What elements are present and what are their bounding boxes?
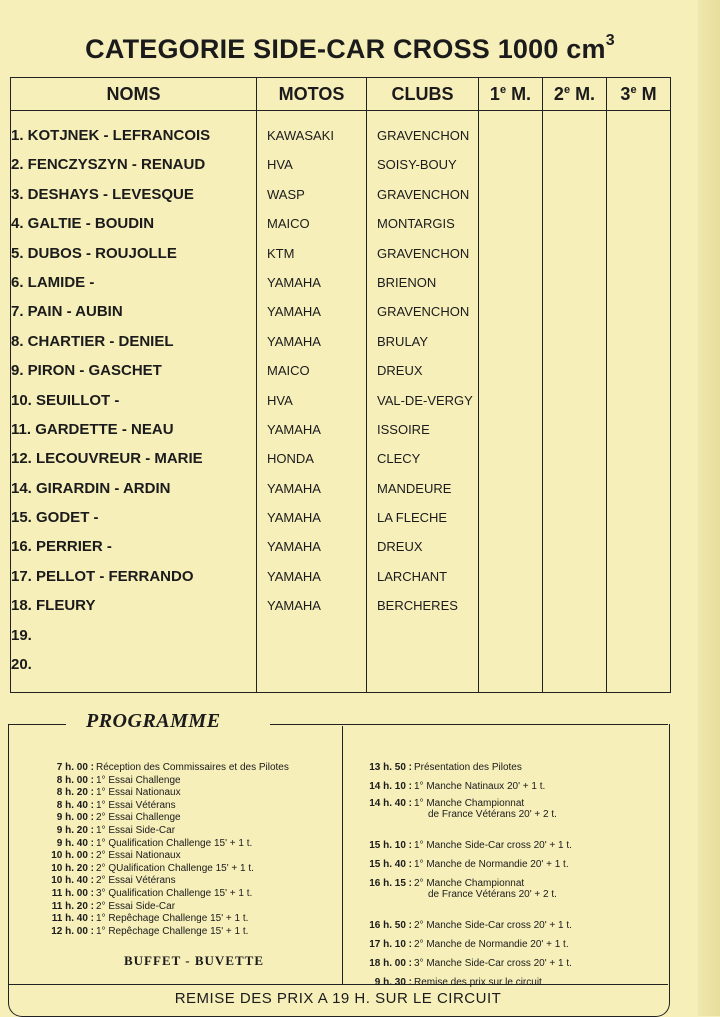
programme-item — [30, 926, 289, 939]
programme-event: Remise des prix sur le circuit — [414, 977, 542, 988]
entry-moto: HVA — [267, 157, 293, 173]
programme-event: 2° Essai Side-Car — [96, 900, 176, 912]
entry-name: 10. SEUILLOT - — [11, 391, 120, 409]
entry-name: 11. GARDETTE - NEAU — [11, 420, 174, 438]
entry-name: 9. PIRON - GASCHET — [11, 362, 162, 380]
entry-name: 18. FLEURY — [11, 597, 96, 615]
programme-event: 1° Essai Nationaux — [96, 787, 181, 799]
programme-event: 1° Essai Side-Car — [96, 824, 176, 836]
entry-name: 16. PERRIER - — [11, 538, 112, 556]
programme-time: 8 h. 20 : — [56, 787, 94, 799]
programme-item — [30, 850, 289, 863]
programme-item — [360, 840, 572, 851]
programme-event: 1° Manche de Normandie 20' + 1 t. — [414, 859, 569, 870]
programme-event: 1° Manche Championnat — [414, 798, 525, 809]
entry-moto: KAWASAKI — [267, 128, 334, 143]
programme-item — [360, 878, 572, 900]
programme-item — [360, 798, 572, 820]
entry-moto: YAMAHA — [267, 568, 321, 584]
programme-event: 2° Manche de Normandie 20' + 1 t. — [414, 939, 569, 950]
entry-moto: YAMAHA — [267, 480, 321, 496]
programme-item — [360, 859, 572, 870]
programme-event: 2° Essai Challenge — [96, 812, 181, 824]
programme-time: 9 h. 00 : — [56, 812, 94, 824]
entry-club: SOISY-BOUY — [377, 157, 457, 173]
programme-time: 16 h. 50 : — [369, 920, 412, 931]
entry-moto: YAMAHA — [267, 539, 321, 555]
entry-name: 7. PAIN - AUBIN — [11, 303, 123, 321]
programme-time: 18 h. 00 : — [369, 958, 412, 969]
programme-event: Réception des Commissaires et des Pilotes — [96, 762, 289, 773]
programme-time: 10 h. 00 : — [51, 850, 94, 862]
entry-moto: KTM — [267, 245, 295, 261]
programme-item — [360, 958, 572, 969]
entry-club: GRAVENCHON — [377, 186, 470, 202]
programme-item — [30, 825, 289, 838]
entry-moto: WASP — [267, 186, 305, 202]
programme-time: 8 h. 40 : — [56, 799, 94, 811]
programme-divider — [342, 726, 343, 984]
programme-item — [360, 781, 572, 792]
entry-club: ISSOIRE — [377, 421, 430, 437]
programme-item — [30, 863, 289, 876]
programme-time: 7 h. 00 : — [56, 762, 94, 773]
entry-club: GRAVENCHON — [377, 128, 470, 143]
page-title: CATEGORIE SIDE-CAR CROSS 1000 $cm^3$ — [85, 32, 615, 64]
entry-club — [367, 650, 478, 679]
entry-club: CLECY — [377, 451, 421, 467]
entry-name: 14. GIRARDIN - ARDIN — [11, 479, 171, 497]
entry-club: LARCHANT — [377, 568, 448, 584]
programme-time: 10 h. 40 : — [51, 875, 94, 887]
programme-time: 11 h. 00 : — [51, 887, 94, 899]
entry-club: BERCHERES — [377, 598, 458, 614]
entry-club: DREUX — [377, 363, 423, 379]
programme-item — [30, 901, 289, 914]
motos-column — [257, 111, 367, 693]
programme-item — [30, 800, 289, 813]
entry-name: 12. LECOUVREUR - MARIE — [11, 450, 203, 468]
programme-item — [360, 977, 572, 988]
manche-3-column — [607, 111, 671, 693]
programme-item — [30, 762, 289, 775]
entry-club — [367, 621, 478, 650]
programme-time: 8 h. 00 : — [56, 774, 94, 786]
programme-item — [360, 762, 572, 773]
programme-time: 11 h. 20 : — [51, 900, 94, 912]
entries-table — [10, 77, 671, 693]
entry-moto: YAMAHA — [267, 304, 321, 320]
footer-remise-des-prix: REMISE DES PRIX A 19 H. SUR LE CIRCUIT — [174, 990, 502, 1007]
programme-event-continued: de France Vétérans 20' + 2 t. — [428, 809, 557, 820]
programme-time: 15 h. 10 : — [369, 840, 412, 851]
manche-1-column — [479, 111, 543, 693]
entry-name: 1. KOTJNEK - LEFRANCOIS — [11, 127, 211, 144]
table-body-row — [11, 111, 671, 693]
programme-time: 9 h. 30 : — [374, 977, 412, 988]
programme-item — [30, 812, 289, 825]
entry-name: 19. — [11, 626, 32, 644]
programme-item — [360, 920, 572, 931]
programme-title: PROGRAMME — [86, 710, 221, 732]
programme-event-continued: de France Vétérans 20' + 2 t. — [428, 889, 557, 900]
header-manche-2: 2e M. — [543, 78, 607, 111]
entry-moto: YAMAHA — [267, 598, 321, 614]
programme-event: 1° Qualification Challenge 15' + 1 t. — [96, 837, 253, 849]
entry-club: LA FLECHE — [377, 510, 448, 526]
programme-event: 3° Manche Side-Car cross 20' + 1 t. — [414, 958, 572, 969]
programme-time: 12 h. 00 : — [51, 925, 94, 937]
entry-club: GRAVENCHON — [377, 304, 470, 320]
programme-item — [360, 939, 572, 950]
entry-name: 20. — [11, 656, 32, 674]
entry-moto: YAMAHA — [267, 421, 321, 437]
entry-name: 3. DESHAYS - LEVESQUE — [11, 185, 194, 203]
entry-name: 6. LAMIDE - — [11, 273, 95, 291]
entry-moto: YAMAHA — [267, 333, 321, 349]
programme-morning-list — [30, 762, 289, 938]
entry-club: BRULAY — [377, 333, 429, 349]
names-column — [11, 111, 257, 693]
programme-time: 16 h. 15 : — [369, 878, 412, 889]
programme-time: 14 h. 10 : — [369, 781, 412, 792]
programme-time: 17 h. 10 : — [369, 939, 412, 950]
entry-name: 4. GALTIE - BOUDIN — [11, 215, 155, 233]
entry-name: 8. CHARTIER - DENIEL — [11, 332, 174, 350]
programme-event: 1° Manche Natinaux 20' + 1 t. — [414, 781, 546, 792]
entry-moto: YAMAHA — [267, 274, 321, 290]
entry-name: 5. DUBOS - ROUJOLLE — [11, 244, 177, 262]
programme-event: 2° Essai Nationaux — [96, 850, 181, 862]
entry-moto: HONDA — [267, 451, 314, 467]
programme-time: 10 h. 20 : — [51, 862, 94, 874]
programme-event: 1° Repêchage Challenge 15' + 1 t. — [96, 925, 249, 937]
header-motos: MOTOS — [257, 78, 367, 111]
programme-item — [30, 775, 289, 788]
entry-moto: MAICO — [267, 216, 310, 232]
programme-event: 2° QUalification Challenge 15' + 1 t. — [96, 862, 254, 874]
programme-time: 9 h. 40 : — [56, 837, 94, 849]
programme-event: 2° Essai Vétérans — [96, 875, 176, 887]
programme-event: 3° Qualification Challenge 15' + 1 t. — [96, 887, 253, 899]
entry-moto — [257, 650, 366, 679]
programme-time: 15 h. 40 : — [369, 859, 412, 870]
programme-event: Présentation des Pilotes — [414, 762, 522, 773]
table-header-row — [11, 78, 671, 111]
entry-club: GRAVENCHON — [377, 245, 470, 261]
programme-item — [30, 838, 289, 851]
entry-name: 17. PELLOT - FERRANDO — [11, 567, 194, 585]
programme-event: 2° Manche Side-Car cross 20' + 1 t. — [414, 920, 572, 931]
programme-time: 9 h. 20 : — [56, 824, 94, 836]
programme-time: 11 h. 40 : — [51, 913, 94, 925]
entry-club: VAL-DE-VERGY — [377, 392, 473, 408]
buffet-buvette: BUFFET - BUVETTE — [124, 953, 265, 968]
programme-event: 1° Repêchage Challenge 15' + 1 t. — [96, 913, 249, 925]
programme-event: 1° Essai Challenge — [96, 774, 181, 786]
manche-2-column — [543, 111, 607, 693]
header-clubs: CLUBS — [367, 78, 479, 111]
entry-moto: HVA — [267, 392, 293, 408]
programme-afternoon-list — [360, 762, 572, 988]
header-noms: NOMS — [11, 78, 257, 111]
programme-event: 1° Manche Side-Car cross 20' + 1 t. — [414, 840, 572, 851]
entry-moto: MAICO — [267, 363, 310, 379]
entry-name: 15. GODET - — [11, 509, 99, 527]
page-edge — [698, 0, 720, 1016]
clubs-column — [367, 111, 479, 693]
entry-moto: YAMAHA — [267, 510, 321, 526]
entry-club: BRIENON — [377, 274, 437, 290]
entry-club: DREUX — [377, 539, 423, 555]
programme-event: 2° Manche Championnat — [414, 878, 525, 889]
header-manche-1: 1e M. — [479, 78, 543, 111]
entry-club: MONTARGIS — [377, 216, 455, 232]
programme-item — [30, 888, 289, 901]
programme-item — [30, 913, 289, 926]
programme-event: 1° Essai Vétérans — [96, 799, 176, 811]
entry-name: 2. FENCZYSZYN - RENAUD — [11, 156, 206, 174]
programme-time: 13 h. 50 : — [369, 762, 412, 773]
programme-item — [30, 875, 289, 888]
programme-time: 14 h. 40 : — [369, 798, 412, 809]
header-manche-3: 3e M — [607, 78, 671, 111]
entry-club: MANDEURE — [377, 480, 452, 496]
entry-moto — [257, 621, 366, 650]
programme-item — [30, 787, 289, 800]
